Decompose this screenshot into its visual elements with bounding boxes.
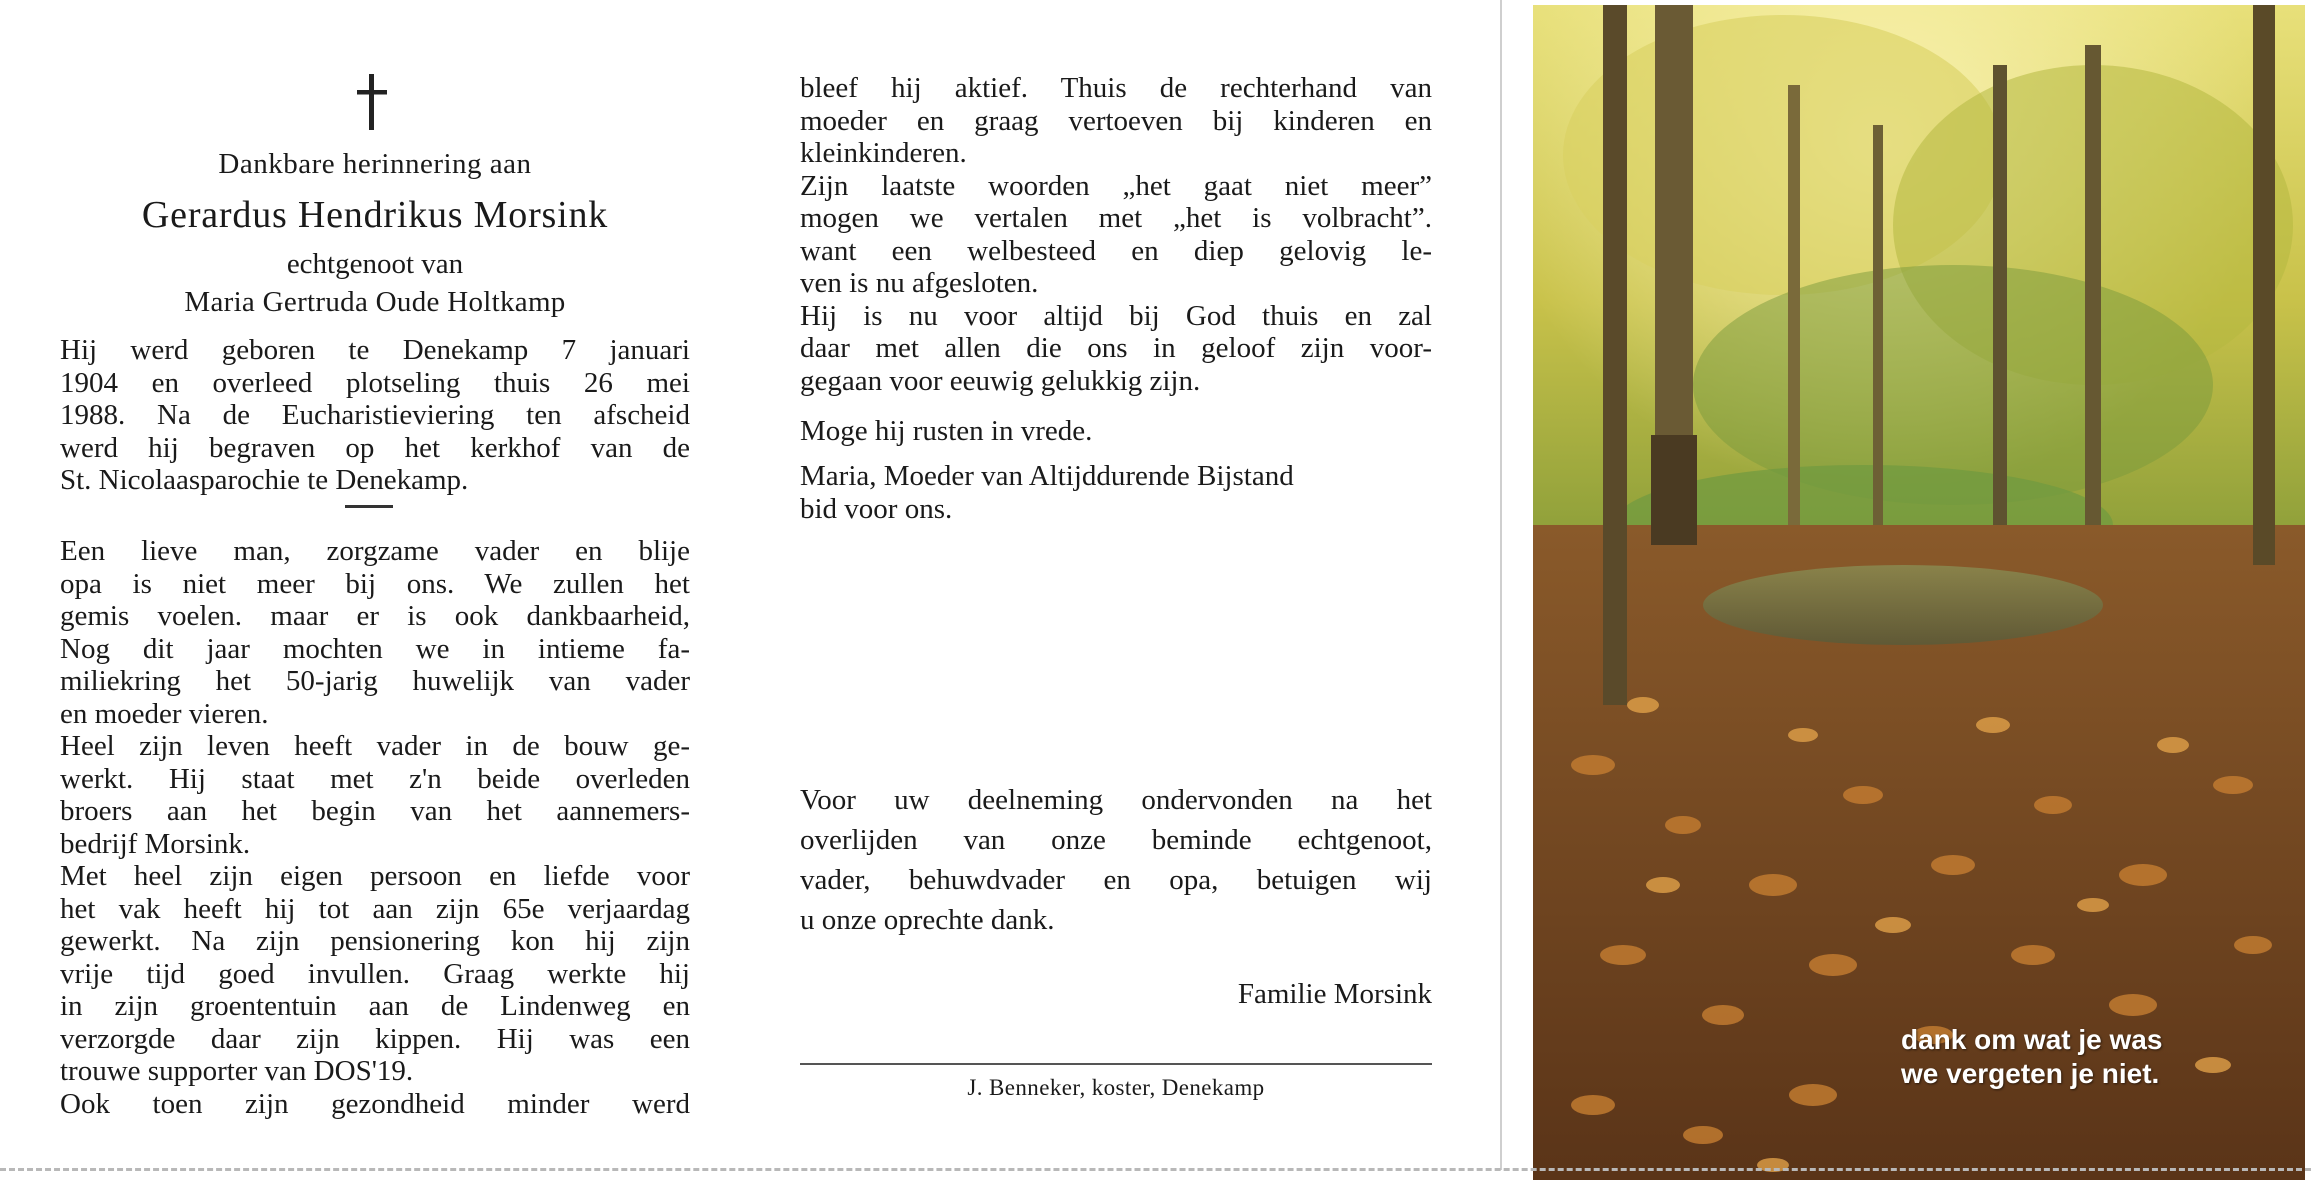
text-line: werd hij begraven op het kerkhof van de bbox=[60, 431, 690, 464]
bottom-dashed-rule bbox=[0, 1168, 2311, 1171]
text-line: opa is niet meer bij ons. We zullen het bbox=[60, 567, 690, 600]
forest-illustration bbox=[1533, 5, 2305, 1180]
text-line: miliekring het 50-jarig huwelijk van vader bbox=[60, 665, 690, 697]
text-line: werkt. Hij staat met z'n beide overleden bbox=[60, 762, 690, 795]
text-line: overlijden van onze beminde echtgenoot, bbox=[800, 824, 1432, 856]
birth-death-paragraph bbox=[60, 334, 690, 497]
text-line: Moge hij rusten in vrede. bbox=[800, 415, 1093, 447]
text-line: want een welbesteed en diep gelovig le- bbox=[800, 234, 1432, 267]
section-divider bbox=[345, 505, 393, 508]
text-line: Heel zijn leven heeft vader in de bouw ge- bbox=[60, 730, 690, 762]
text-line: verzorgde daar zijn kippen. Hij was een bbox=[60, 1022, 690, 1055]
text-line: en moeder vieren. bbox=[60, 697, 269, 730]
text-line: gewerkt. Na zijn pensionering kon hij zijn bbox=[60, 925, 690, 957]
text-line: gegaan voor eeuwig gelukkig zijn. bbox=[800, 364, 1201, 397]
photo-caption bbox=[1901, 1023, 2301, 1091]
deceased-name: Gerardus Hendrikus Morsink bbox=[141, 194, 609, 236]
text-line: Hij is nu voor altijd bij God thuis en zal bbox=[800, 299, 1432, 332]
caption-line: we vergeten je niet. bbox=[1901, 1058, 2160, 1089]
text-line: kleinkinderen. bbox=[800, 137, 967, 169]
text-line: Hij werd geboren te Denekamp 7 januari bbox=[60, 334, 690, 366]
text-line: Nog dit jaar mochten we in intieme fa- bbox=[60, 632, 690, 665]
text-line: 1988. Na de Eucharistieviering ten afscheid bbox=[60, 399, 690, 431]
text-line: 1904 en overleed plotseling thuis 26 mei bbox=[60, 366, 690, 399]
text-line: u onze oprechte dank. bbox=[800, 904, 1055, 936]
text-line: Zijn laatste woorden „het gaat niet meer” bbox=[800, 169, 1432, 202]
text-line: in zijn groententuin aan de Lindenweg en bbox=[60, 990, 690, 1022]
text-line: ven is nu afgesloten. bbox=[800, 267, 1039, 299]
printer-divider bbox=[800, 1063, 1432, 1065]
life-story-paragraph bbox=[60, 535, 690, 1120]
text-line: vader, behuwdvader en opa, betuigen wij bbox=[800, 864, 1432, 896]
continuation-paragraph bbox=[800, 72, 1432, 397]
dedication-intro: Dankbare herinnering aan bbox=[218, 148, 532, 180]
thanks-paragraph bbox=[800, 780, 1432, 940]
text-line: gemis voelen. maar er is ook dankbaarheid, bbox=[60, 600, 690, 632]
text-line: mogen we vertalen met „het is volbracht”. bbox=[800, 202, 1432, 234]
text-line: Ook toen zijn gezondheid minder werd bbox=[60, 1087, 690, 1120]
relation-label: echtgenoot van bbox=[286, 248, 464, 280]
text-line: het vak heeft hij tot aan zijn 65e verjaardag bbox=[60, 892, 690, 925]
spouse-name: Maria Gertruda Oude Holtkamp bbox=[184, 286, 566, 318]
text-line: Met heel zijn eigen persoon en liefde voor bbox=[60, 860, 690, 892]
prayer-paragraph bbox=[800, 460, 1432, 525]
text-line: trouwe supporter van DOS'19. bbox=[60, 1055, 414, 1087]
cross-icon bbox=[352, 72, 392, 132]
text-line: Een lieve man, zorgzame vader en blije bbox=[60, 535, 690, 567]
rest-in-peace-line bbox=[800, 415, 1432, 448]
forest-photo bbox=[1533, 5, 2305, 1180]
text-line: bedrijf Morsink. bbox=[60, 827, 251, 860]
text-line: daar met allen die ons in geloof zijn voor- bbox=[800, 332, 1432, 364]
text-line: moeder en graag vertoeven bij kinderen en bbox=[800, 104, 1432, 137]
caption-line: dank om wat je was bbox=[1901, 1024, 2163, 1055]
text-line: bid voor ons. bbox=[800, 492, 953, 525]
text-line: vrije tijd goed invullen. Graag werkte hij bbox=[60, 957, 690, 990]
text-line: broers aan het begin van het aannemers- bbox=[60, 795, 690, 827]
text-line: Maria, Moeder van Altijddurende Bijstand bbox=[800, 460, 1294, 492]
text-line: St. Nicolaasparochie te Denekamp. bbox=[60, 464, 469, 496]
printer-credit: J. Benneker, koster, Denekamp bbox=[967, 1075, 1265, 1100]
text-line: Voor uw deelneming ondervonden na het bbox=[800, 784, 1432, 816]
family-signature: Familie Morsink bbox=[1237, 978, 1432, 1010]
text-line: bleef hij aktief. Thuis de rechterhand van bbox=[800, 72, 1432, 104]
